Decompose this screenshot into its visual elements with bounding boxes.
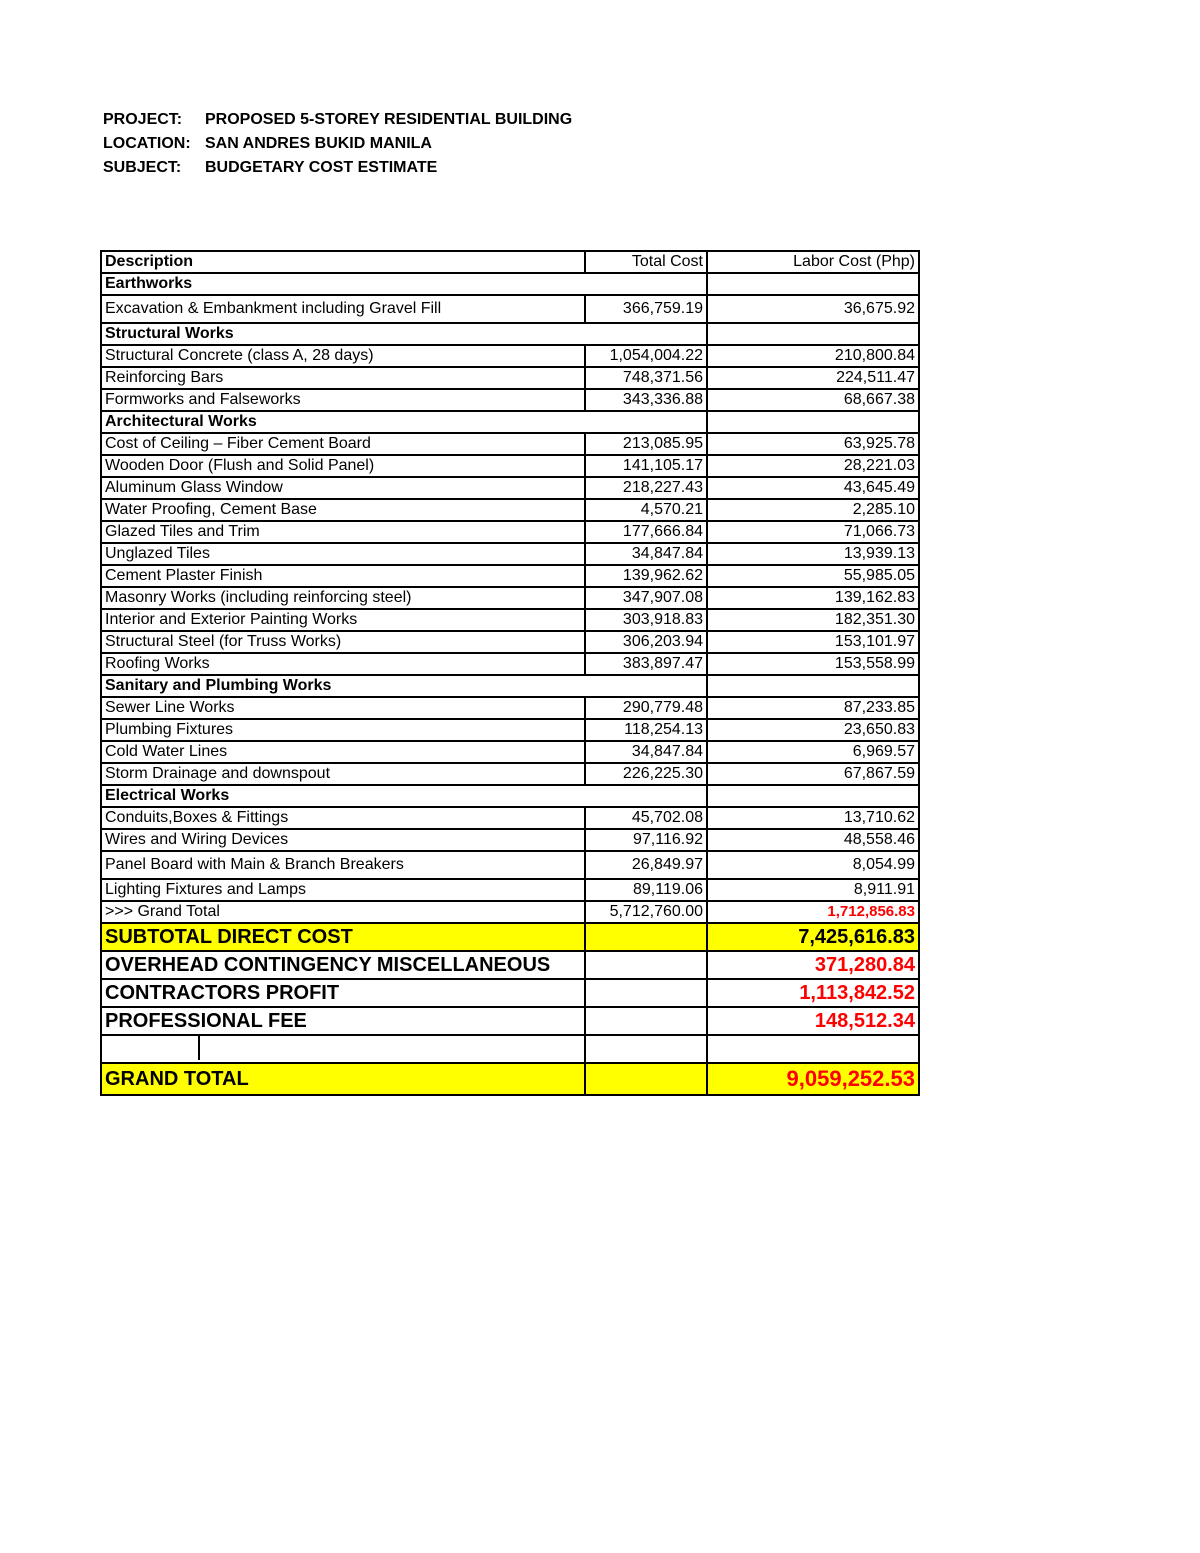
summary-row — [101, 951, 919, 979]
table-row — [101, 389, 919, 411]
item-labor-cost: 210,800.84 — [707, 345, 919, 367]
item-labor-cost: 2,285.10 — [707, 499, 919, 521]
item-total-cost: 383,897.47 — [585, 653, 707, 675]
table-row — [101, 455, 919, 477]
grand-total-empty — [585, 1063, 707, 1095]
item-total-cost: 290,779.48 — [585, 697, 707, 719]
item-description: Roofing Works — [101, 653, 585, 675]
final-grand-total-row — [101, 1063, 919, 1095]
item-total-cost: 177,666.84 — [585, 521, 707, 543]
table-row — [101, 631, 919, 653]
item-total-cost: 343,336.88 — [585, 389, 707, 411]
empty-cell — [707, 273, 919, 295]
section-title: Architectural Works — [101, 411, 707, 433]
section-row — [101, 411, 919, 433]
item-labor-cost: 55,985.05 — [707, 565, 919, 587]
table-row — [101, 829, 919, 851]
item-description: Sewer Line Works — [101, 697, 585, 719]
item-total-cost: 1,054,004.22 — [585, 345, 707, 367]
item-total-cost: 748,371.56 — [585, 367, 707, 389]
subject-value: BUDGETARY COST ESTIMATE — [205, 159, 438, 176]
summary-row — [101, 1007, 919, 1035]
column-header-total-cost: Total Cost — [585, 251, 707, 273]
table-row — [101, 697, 919, 719]
item-labor-cost: 13,939.13 — [707, 543, 919, 565]
item-total-cost: 218,227.43 — [585, 477, 707, 499]
item-description: Panel Board with Main & Branch Breakers — [101, 851, 585, 879]
item-total-cost: 89,119.06 — [585, 879, 707, 901]
summary-value: 371,280.84 — [707, 951, 919, 979]
item-total-cost: 141,105.17 — [585, 455, 707, 477]
item-description: Glazed Tiles and Trim — [101, 521, 585, 543]
location-row — [103, 132, 572, 156]
column-header-labor-cost: Labor Cost (Php) — [707, 251, 919, 273]
item-total-cost: 34,847.84 — [585, 543, 707, 565]
table-row — [101, 543, 919, 565]
section-row — [101, 273, 919, 295]
project-row — [103, 108, 572, 132]
empty-cell — [707, 785, 919, 807]
summary-value: 7,425,616.83 — [707, 923, 919, 951]
summary-value: 148,512.34 — [707, 1007, 919, 1035]
table-row — [101, 851, 919, 879]
item-description: Masonry Works (including reinforcing steel) — [101, 587, 585, 609]
blank-split-cell — [101, 1035, 585, 1063]
item-total-cost: 139,962.62 — [585, 565, 707, 587]
item-description: Formworks and Falseworks — [101, 389, 585, 411]
item-total-cost: 366,759.19 — [585, 295, 707, 323]
summary-label: CONTRACTORS PROFIT — [101, 979, 585, 1007]
table-row — [101, 609, 919, 631]
summary-total-cell — [585, 1007, 707, 1035]
project-value: PROPOSED 5-STOREY RESIDENTIAL BUILDING — [205, 111, 573, 128]
summary-total-cell — [585, 979, 707, 1007]
item-labor-cost: 67,867.59 — [707, 763, 919, 785]
table-row — [101, 653, 919, 675]
empty-cell — [707, 411, 919, 433]
item-labor-cost: 87,233.85 — [707, 697, 919, 719]
grand-total-row — [101, 901, 919, 923]
table-row — [101, 477, 919, 499]
item-labor-cost: 63,925.78 — [707, 433, 919, 455]
empty-cell — [707, 323, 919, 345]
item-labor-cost: 23,650.83 — [707, 719, 919, 741]
item-description: >>> Grand Total — [101, 901, 585, 923]
item-total-cost: 97,116.92 — [585, 829, 707, 851]
table-row — [101, 763, 919, 785]
summary-total-cell — [585, 951, 707, 979]
item-description: Plumbing Fixtures — [101, 719, 585, 741]
item-total-cost: 45,702.08 — [585, 807, 707, 829]
section-title: Electrical Works — [101, 785, 707, 807]
item-description: Cement Plaster Finish — [101, 565, 585, 587]
item-description: Structural Concrete (class A, 28 days) — [101, 345, 585, 367]
location-label: LOCATION: — [103, 135, 191, 152]
column-header-description: Description — [101, 251, 585, 273]
item-labor-cost: 182,351.30 — [707, 609, 919, 631]
table-row — [101, 521, 919, 543]
table-row — [101, 741, 919, 763]
item-labor-cost: 28,221.03 — [707, 455, 919, 477]
item-description: Excavation & Embankment including Gravel Fill — [101, 295, 585, 323]
table-row — [101, 879, 919, 901]
item-description: Cold Water Lines — [101, 741, 585, 763]
item-labor-cost: 153,558.99 — [707, 653, 919, 675]
section-title: Earthworks — [101, 273, 707, 295]
section-title: Structural Works — [101, 323, 707, 345]
item-labor-cost: 71,066.73 — [707, 521, 919, 543]
table-header-row — [101, 251, 919, 273]
item-description: Water Proofing, Cement Base — [101, 499, 585, 521]
project-label: PROJECT: — [103, 111, 183, 128]
item-total-cost: 306,203.94 — [585, 631, 707, 653]
item-labor-cost: 224,511.47 — [707, 367, 919, 389]
item-description: Structural Steel (for Truss Works) — [101, 631, 585, 653]
table-row — [101, 807, 919, 829]
section-title: Sanitary and Plumbing Works — [101, 675, 707, 697]
item-total-cost: 118,254.13 — [585, 719, 707, 741]
table-row — [101, 367, 919, 389]
blank-cell — [585, 1035, 707, 1063]
summary-value: 1,113,842.52 — [707, 979, 919, 1007]
item-total-cost: 4,570.21 — [585, 499, 707, 521]
item-labor-cost: 68,667.38 — [707, 389, 919, 411]
table-row — [101, 433, 919, 455]
item-total-cost: 303,918.83 — [585, 609, 707, 631]
item-labor-cost: 36,675.92 — [707, 295, 919, 323]
item-labor-cost: 43,645.49 — [707, 477, 919, 499]
table-row — [101, 345, 919, 367]
table-row — [101, 719, 919, 741]
item-description: Storm Drainage and downspout — [101, 763, 585, 785]
blank-cell — [707, 1035, 919, 1063]
item-labor-cost: 6,969.57 — [707, 741, 919, 763]
item-description: Wooden Door (Flush and Solid Panel) — [101, 455, 585, 477]
item-description: Reinforcing Bars — [101, 367, 585, 389]
item-labor-cost: 48,558.46 — [707, 829, 919, 851]
item-description: Conduits,Boxes & Fittings — [101, 807, 585, 829]
section-row — [101, 785, 919, 807]
blank-row — [101, 1035, 919, 1063]
item-labor-cost: 8,054.99 — [707, 851, 919, 879]
item-description: Cost of Ceiling – Fiber Cement Board — [101, 433, 585, 455]
item-labor-cost: 153,101.97 — [707, 631, 919, 653]
summary-row — [101, 923, 919, 951]
document-header — [103, 108, 572, 180]
item-description: Unglazed Tiles — [101, 543, 585, 565]
grand-total-value: 9,059,252.53 — [707, 1063, 919, 1095]
item-labor-cost: 8,911.91 — [707, 879, 919, 901]
item-total-cost: 226,225.30 — [585, 763, 707, 785]
section-row — [101, 675, 919, 697]
item-total-cost: 26,849.97 — [585, 851, 707, 879]
location-value: SAN ANDRES BUKID MANILA — [205, 135, 432, 152]
item-total-cost: 347,907.08 — [585, 587, 707, 609]
table-row — [101, 295, 919, 323]
grand-total-label: GRAND TOTAL — [101, 1063, 585, 1095]
item-description: Aluminum Glass Window — [101, 477, 585, 499]
subject-label: SUBJECT: — [103, 159, 182, 176]
item-description: Interior and Exterior Painting Works — [101, 609, 585, 631]
item-total-cost: 34,847.84 — [585, 741, 707, 763]
table-row — [101, 587, 919, 609]
item-total-cost: 5,712,760.00 — [585, 901, 707, 923]
subject-row — [103, 156, 572, 180]
table-row — [101, 565, 919, 587]
cost-estimate-table — [100, 250, 920, 1096]
summary-total-cell — [585, 923, 707, 951]
item-total-cost: 213,085.95 — [585, 433, 707, 455]
summary-label: PROFESSIONAL FEE — [101, 1007, 585, 1035]
table-row — [101, 499, 919, 521]
summary-label: SUBTOTAL DIRECT COST — [101, 923, 585, 951]
item-labor-cost: 139,162.83 — [707, 587, 919, 609]
summary-row — [101, 979, 919, 1007]
item-description: Lighting Fixtures and Lamps — [101, 879, 585, 901]
section-row — [101, 323, 919, 345]
item-description: Wires and Wiring Devices — [101, 829, 585, 851]
item-labor-cost: 13,710.62 — [707, 807, 919, 829]
empty-cell — [707, 675, 919, 697]
item-labor-cost: 1,712,856.83 — [707, 901, 919, 923]
summary-label: OVERHEAD CONTINGENCY MISCELLANEOUS — [101, 951, 585, 979]
